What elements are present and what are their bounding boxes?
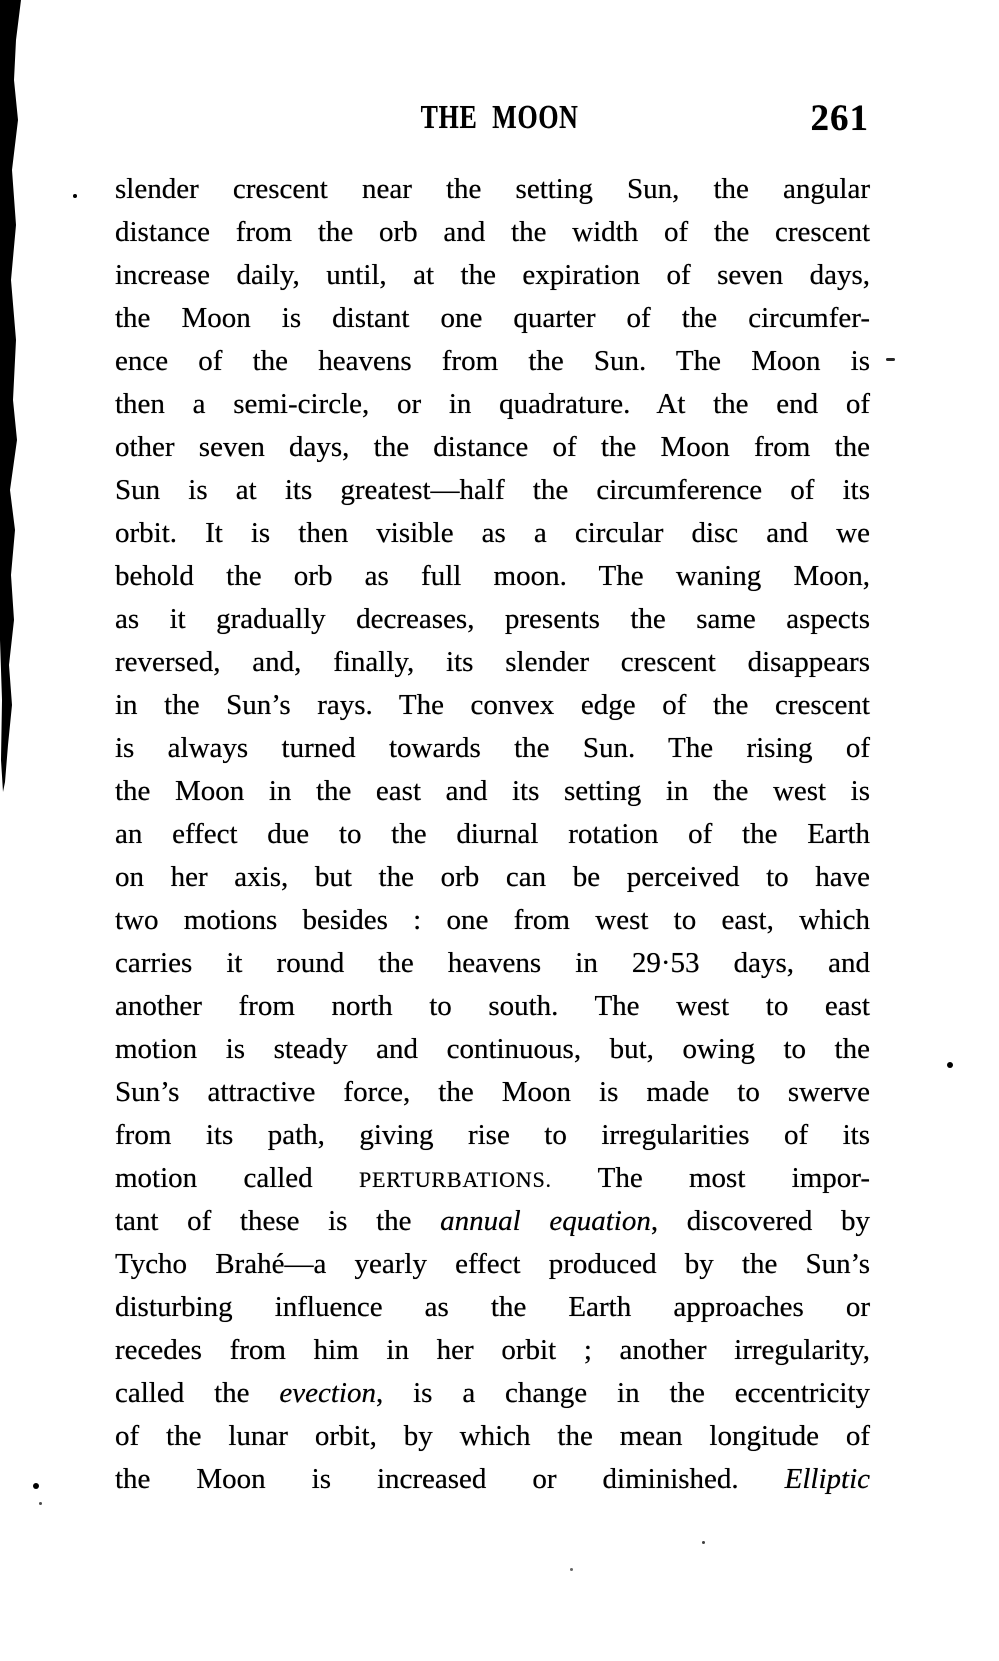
text-segment: behold the orb as full moon. The waning Moon, [115,560,870,592]
text-line [115,1028,870,1071]
text-segment: in the Sun’s rays. The convex edge of the crescent [115,689,870,721]
text-segment: of the lunar orbit, by which the mean longitude of [115,1420,870,1452]
text-line [115,1458,870,1501]
text-line [115,727,870,770]
text-line [115,770,870,813]
text-line [115,168,870,211]
text-line [115,1200,870,1243]
text-segment: The most impor- [551,1162,871,1194]
text-segment: reversed, and, finally, its slender crescent disappears [115,646,870,678]
text-line [115,684,870,727]
text-segment: from its path, giving rise to irregularities of its [115,1119,870,1151]
text-segment: disturbing influence as the Earth approaches or [115,1291,870,1323]
scan-speck [947,1062,953,1068]
text-segment: Tycho Brahé—a yearly effect produced by the Sun’s [115,1248,870,1280]
text-segment: motion is steady and continuous, but, owing to the [115,1033,870,1065]
text-segment: recedes from him in her orbit ; another irregularity, [115,1334,870,1366]
text-segment: called the [115,1377,280,1409]
scan-speck [39,1502,42,1505]
italic-text: annual equation [440,1205,651,1237]
text-line [115,297,870,340]
text-line [115,512,870,555]
text-line [115,426,870,469]
italic-text: Elliptic [784,1463,870,1495]
page-text [115,168,870,1501]
text-segment: , is a change in the eccentricity [376,1377,870,1409]
page-number: 261 [810,98,869,139]
text-line [115,813,870,856]
text-segment: the Moon is distant one quarter of the circumfer- [115,302,870,334]
smallcaps-text: PERTURBATIONS. [358,1167,552,1192]
text-segment: carries it round the heavens in 29·53 days, and [115,947,870,979]
text-segment: then a semi-circle, or in quadrature. At the end of [115,388,870,420]
text-segment: , discovered by [650,1205,870,1237]
text-segment: two motions besides : one from west to east, which [115,904,870,936]
text-line [115,1114,870,1157]
text-segment: is always turned towards the Sun. The rising of [115,732,870,764]
text-line [115,1157,870,1200]
text-segment: as it gradually decreases, presents the same aspects [115,603,870,635]
scan-speck [886,358,895,361]
scan-artifact-binding-strip [0,0,30,800]
text-segment: Sun’s attractive force, the Moon is made to swerve [115,1076,870,1108]
text-segment: orbit. It is then visible as a circular disc and we [115,517,870,549]
text-segment: other seven days, the distance of the Moon from the [115,431,870,463]
text-line [115,641,870,684]
page-title: THE MOON [420,99,579,136]
text-segment: slender crescent near the setting Sun, the angular [115,173,870,205]
text-line [115,1415,870,1458]
text-segment: Sun is at its greatest—half the circumference of its [115,474,870,506]
text-line [115,555,870,598]
text-segment: tant of these is the [115,1205,441,1237]
text-segment: another from north to south. The west to east [115,990,870,1022]
text-line [115,469,870,512]
text-line [115,1243,870,1286]
text-line [115,1329,870,1372]
text-line [115,340,870,383]
text-segment: increase daily, until, at the expiration of seven days, [115,259,870,291]
text-segment: motion called [115,1162,359,1194]
text-line [115,985,870,1028]
scan-speck [570,1568,573,1571]
text-segment: ence of the heavens from the Sun. The Moon is [115,345,870,377]
scan-speck [73,194,77,198]
text-line [115,383,870,426]
scan-speck [33,1483,39,1489]
italic-text: evection [279,1377,376,1409]
text-segment: the Moon is increased or diminished. [115,1463,785,1495]
text-line [115,1286,870,1329]
text-line [115,856,870,899]
scan-speck [702,1541,705,1544]
text-line [115,1372,870,1415]
text-segment: distance from the orb and the width of the crescent [115,216,870,248]
text-segment: the Moon in the east and its setting in the west is [115,775,870,807]
text-line [115,899,870,942]
text-segment: on her axis, but the orb can be perceived to have [115,861,870,893]
text-line [115,942,870,985]
text-line [115,598,870,641]
text-line [115,1071,870,1114]
text-line [115,211,870,254]
text-line [115,254,870,297]
text-segment: an effect due to the diurnal rotation of the Earth [115,818,870,850]
